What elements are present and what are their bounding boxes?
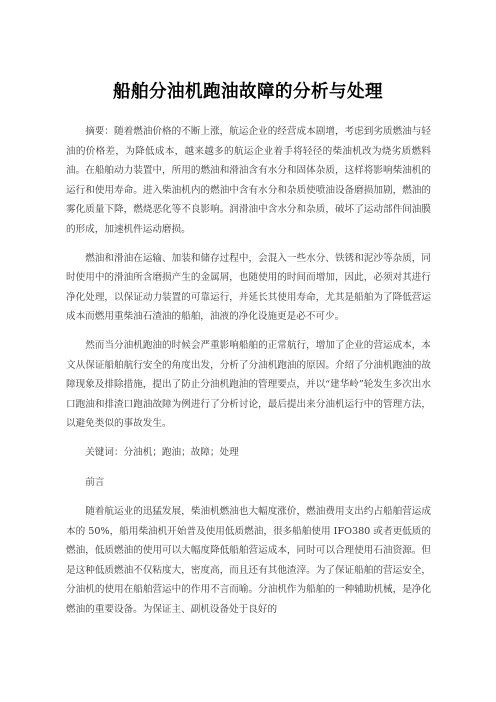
preface-heading: 前言: [85, 476, 105, 488]
keywords-line: 关键词：分油机；跑油；故障；处理: [85, 446, 239, 458]
body-paragraph-3: 然而当分油机跑油的时候会严重影响船舶的正常航行，增加了企业的营运成本，本文从保证船舶航行安全的角度出发，分析了分油机跑油的原因。介绍了分油机跑油的故障现象及排除措施，提出了防止分油机跑油的管理要点，并以“建华岭”轮发生多次出水口跑油和排渣口跑油故障为例进行了分析讨论，最后提出来分油机运行中的管理方法，以避免类似的事故发生。: [66, 339, 431, 430]
abstract-paragraph: 摘要：随着燃油价格的不断上涨，航运企业的经营成本剧增，考虑到劣质燃油与轻油的价格差，为降低成本，越来越多的航运企业着手将轻径的柴油机改为烧劣质燃料油。在船舶动力装置中，所用的燃油和滑油含有水分和固体杂质，这样将影响柴油机的运行和使用寿命。进入柴油机内的燃油中含有水分和杂质使喷油设备磨损加剧，燃油的雾化质量下降，燃烧恶化等不良影响。润滑油中含水分和杂质，破坏了运动部件间油膜的形成，加速机件运动磨损。: [66, 126, 431, 235]
document-body: [66, 122, 431, 626]
preface-paragraph: 随着航运业的迅猛发展，柴油机燃油也大幅度涨价，燃油费用支出约占船舶营运成本的 50%，船用柴油机开始普及使用低质燃油，很多船舶使用 IFO380 或者更低质的燃油，低质燃油的使用可以大幅度降低船舶营运成本，同时可以合理使用石油资源。但是这种低质燃油不仅粘度大，密度高，而且还有其他渣滓。为了保证船舶的营运安全，分油机的使用在船舶营运中的作用不言而喻。分油机作为船舶的一种辅助机械，是净化燃油的重要设备。为保证主、副机设备处于良好的: [66, 506, 431, 616]
document-title: 船舶分油机跑油故障的分析与处理: [113, 82, 383, 102]
body-paragraph-2: 燃油和滑油在运输、加装和储存过程中，会混入一些水分、铁锈和泥沙等杂质，同时使用中的滑油所含磨损产生的金属屑，也随使用的时间而增加，因此，必须对其进行净化处理，以保证动力装置的可靠运行，并延长其使用寿命，尤其是船舶为了降低营运成本而燃用重柴油石渣油的船舶，油液的净化设施更是必不可少。: [66, 252, 431, 323]
